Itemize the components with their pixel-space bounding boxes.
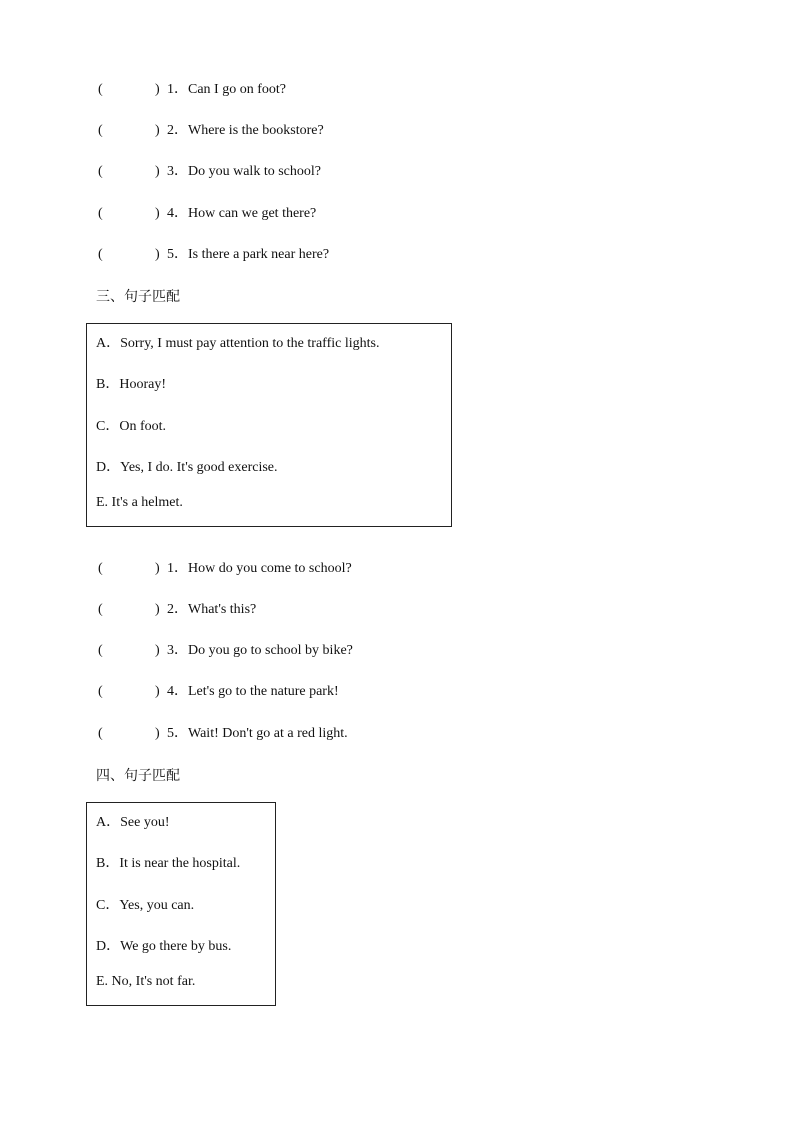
option-b: B．Hooray! [96, 377, 166, 392]
answer-paren-open[interactable]: ( [98, 602, 103, 617]
question-text: 1．Can I go on foot? [167, 82, 286, 97]
answer-paren-close: ) [155, 206, 160, 221]
option-d: D．Yes, I do. It's good exercise. [96, 460, 278, 475]
options-box [86, 323, 452, 527]
question-text: 2．Where is the bookstore? [167, 123, 324, 138]
question-text: 5．Is there a park near here? [167, 247, 330, 262]
option-a: A．Sorry, I must pay attention to the traffic lights. [96, 336, 380, 351]
answer-paren-close: ) [155, 82, 160, 97]
answer-paren-open[interactable]: ( [98, 561, 103, 576]
answer-paren-open[interactable]: ( [98, 164, 103, 179]
answer-paren-close: ) [155, 684, 160, 699]
option-e: E. No, It's not far. [96, 974, 196, 989]
question-text: 4．How can we get there? [167, 206, 317, 221]
option-c: C．Yes, you can. [96, 898, 195, 913]
option-b: B．It is near the hospital. [96, 856, 241, 871]
section-heading: 四、句子匹配 [96, 768, 180, 784]
answer-paren-close: ) [155, 247, 160, 262]
answer-paren-close: ) [155, 561, 160, 576]
answer-paren-open[interactable]: ( [98, 684, 103, 699]
answer-paren-close: ) [155, 643, 160, 658]
question-text: 2．What's this? [167, 602, 257, 617]
answer-paren-open[interactable]: ( [98, 247, 103, 262]
answer-paren-close: ) [155, 164, 160, 179]
option-a: A．See you! [96, 815, 170, 830]
question-text: 1．How do you come to school? [167, 561, 352, 576]
answer-paren-open[interactable]: ( [98, 643, 103, 658]
answer-paren-close: ) [155, 602, 160, 617]
options-box [86, 802, 276, 1006]
question-text: 5．Wait! Don't go at a red light. [167, 726, 348, 741]
question-text: 4．Let's go to the nature park! [167, 684, 339, 699]
section-heading: 三、句子匹配 [96, 289, 180, 305]
option-e: E. It's a helmet. [96, 495, 183, 510]
answer-paren-open[interactable]: ( [98, 206, 103, 221]
answer-paren-close: ) [155, 726, 160, 741]
answer-paren-close: ) [155, 123, 160, 138]
question-text: 3．Do you walk to school? [167, 164, 321, 179]
option-c: C．On foot. [96, 419, 166, 434]
option-d: D．We go there by bus. [96, 939, 232, 954]
answer-paren-open[interactable]: ( [98, 123, 103, 138]
question-text: 3．Do you go to school by bike? [167, 643, 353, 658]
answer-paren-open[interactable]: ( [98, 726, 103, 741]
answer-paren-open[interactable]: ( [98, 82, 103, 97]
